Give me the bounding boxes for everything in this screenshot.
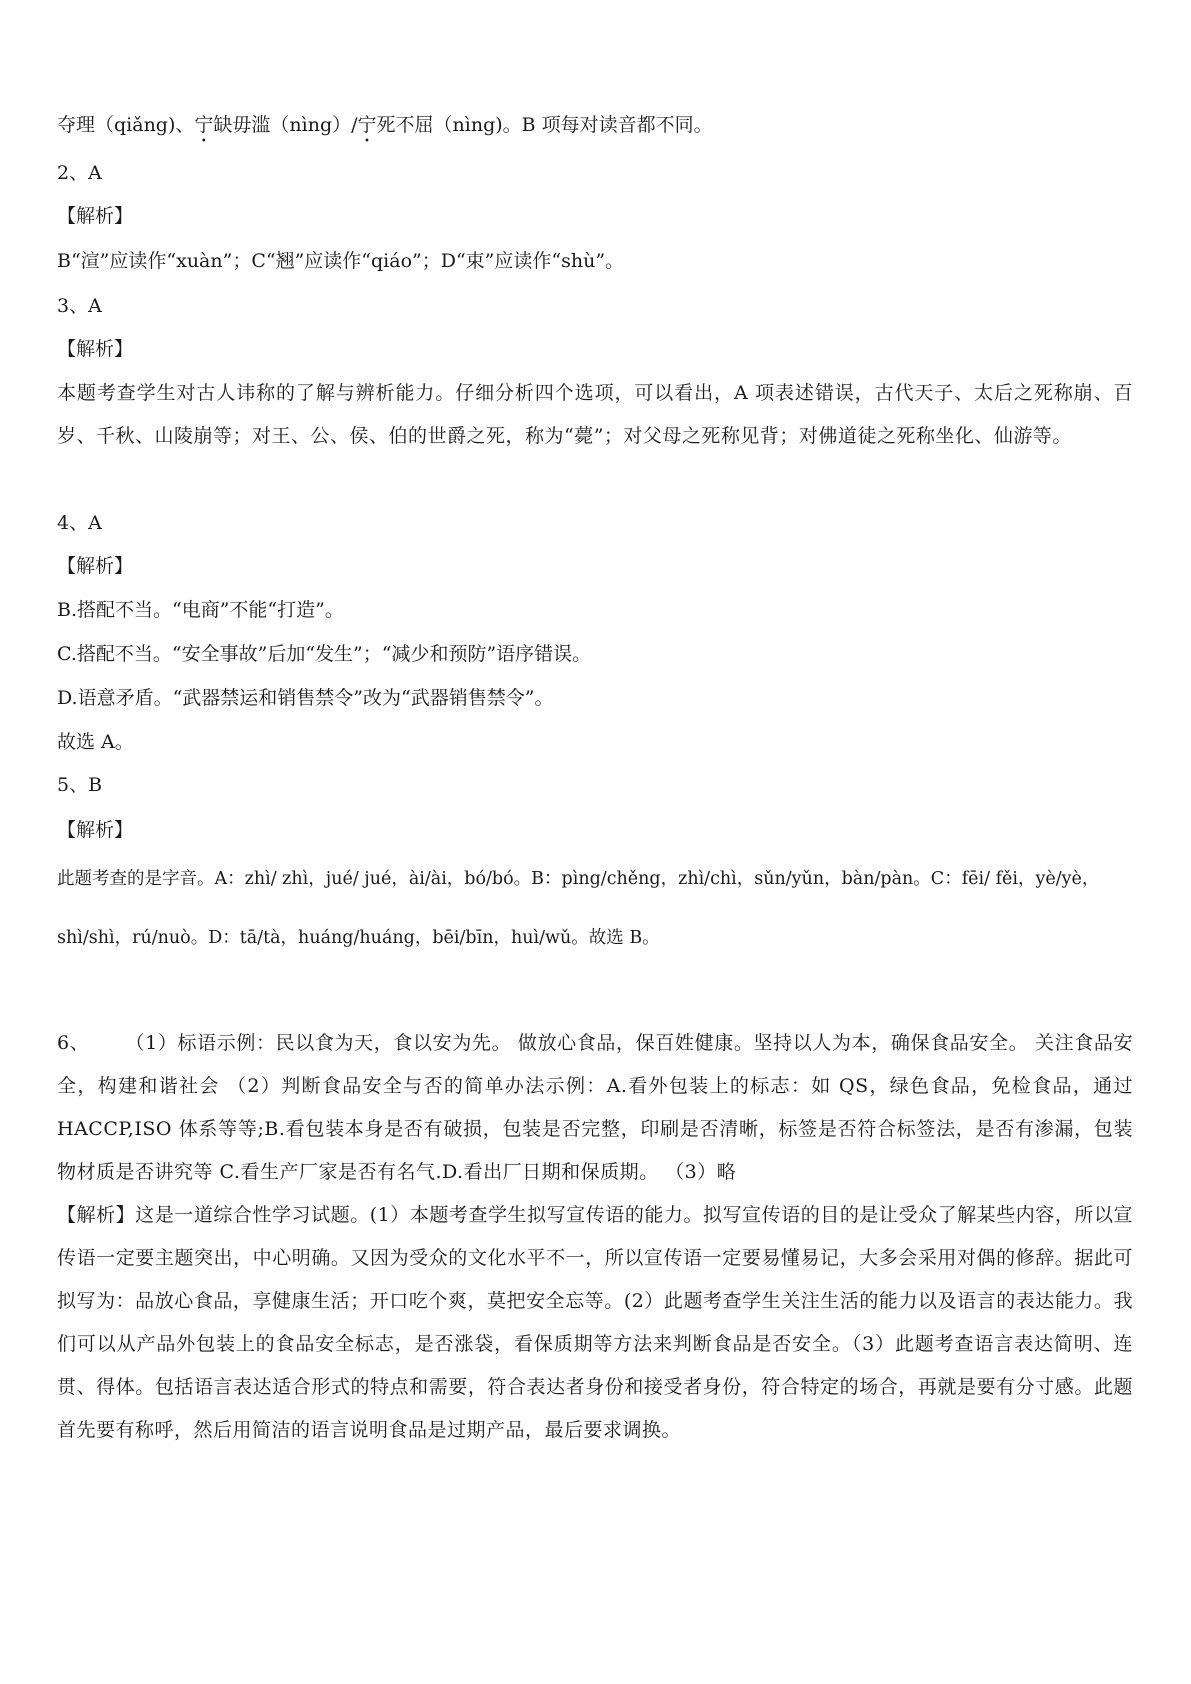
q4-option-b: B.搭配不当。“电商”不能“打造”。 <box>57 599 344 621</box>
q6-answer-text: （1）标语示例：民以食为天，食以安为先。 做放心食品，保百姓健康。坚持以人为本，确保食品安全。 关注食品安全，构建和谐社会 （2）判断食品安全与否的简单办法示例：A.看外包装上的标志：如 QS，绿色食品，免检食品，通过 HACCP,ISO 体系等等;B.看包装本身是否有破损，包装是否完整，印刷是否清晰，标签是否符合标签法，是否有渗漏，包装物材质是否讲究等 C.看生产厂家是否有名气.D.看出厂日期和保质期。 （3）略 <box>57 1032 1134 1183</box>
q4-option-c: C.搭配不当。“安全事故”后加“发生”；“减少和预防”语序错误。 <box>57 643 592 665</box>
q3-analysis-text: 本题考查学生对古人讳称的了解与辨析能力。仔细分析四个选项，可以看出，A 项表述错误，古代天子、太后之死称崩、百岁、千秋、山陵崩等；对王、公、侯、伯的世爵之死，称为“薨”；对父母之死称见背；对佛道徒之死称坐化、仙游等。 <box>57 382 1133 447</box>
q2-analysis-label: 【解析】 <box>57 205 134 227</box>
q6-answer <box>57 1022 1133 1194</box>
q6-analysis: 【解析】这是一道综合性学习试题。(1）本题考查学生拟写宣传语的能力。拟写宣传语的目的是让受众了解某些内容，所以宣传语一定要主题突出，中心明确。又因为受众的文化水平不一，所以宣传语一定要易懂易记，大多会采用对偶的修辞。据此可拟写为：品放心食品，享健康生活；开口吃个爽，莫把安全忘等。(2）此题考查学生关注生活的能力以及语言的表达能力。我们可以从产品外包装上的食品安全标志，是否涨袋，看保质期等方法来判断食品是否安全。（3）此题考查语言表达简明、连贯、得体。包括语言表达适合形式的特点和需要，符合表达者身份和接受者身份，符合特定的场合，再就是要有分寸感。此题首先要有称呼，然后用简洁的语言说明食品是过期产品，最后要求调换。 <box>57 1204 1133 1441</box>
q1-emphasized-char-2: 宁 <box>357 114 377 136</box>
q5-analysis-line-2: shì/shì，rú/nuò。D：tā/tà，huáng/huáng，bēi/bīn，huì/wǔ。故选 B。 <box>57 928 660 948</box>
q3-analysis-label: 【解析】 <box>57 338 134 360</box>
q1-text-part-3: 死不屈（nìng)。B 项每对读音都不同。 <box>376 114 713 136</box>
q4-option-d: D.语意矛盾。“武器禁运和销售禁令”改为“武器销售禁令”。 <box>57 687 554 709</box>
q2-number: 2、A <box>57 162 102 184</box>
q1-text-part-1: 夺理（qiǎng)、 <box>57 114 195 136</box>
q5-analysis-line-1: 此题考查的是字音。A：zhì/ zhì，jué/ jué，ài/ài，bó/bó。B：pìng/chěng，zhì/chì，sǔn/yǔn，bàn/pàn。C：fēi/ fěi，yè/yè， <box>57 869 1100 889</box>
q4-number: 4、A <box>57 512 102 534</box>
q5-analysis-label: 【解析】 <box>57 819 134 841</box>
q1-text-part-2: 缺毋滥（nìng）/ <box>213 114 358 136</box>
q1-answer-tail <box>57 112 713 147</box>
q2-analysis-text: B“渲”应读作“xuàn”；C“翘”应读作“qiáo”；D“束”应读作“shù”。 <box>57 250 625 272</box>
q6-number: 6、 <box>57 1032 90 1054</box>
q5-number: 5、B <box>57 774 103 796</box>
q1-emphasized-char-1: 宁 <box>194 114 214 136</box>
q4-analysis-label: 【解析】 <box>57 555 134 577</box>
q3-number: 3、A <box>57 295 102 317</box>
q4-conclusion: 故选 A。 <box>57 731 134 753</box>
